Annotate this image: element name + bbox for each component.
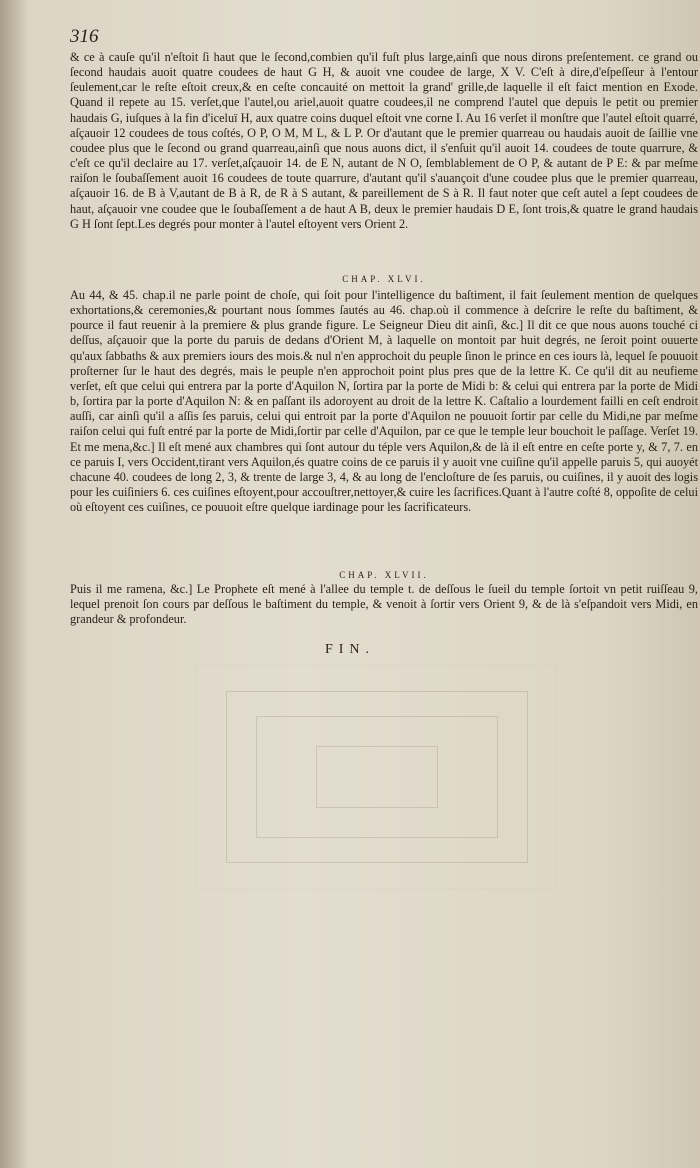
chapter-46-paragraph: Au 44, & 45. chap.il ne parle point de choſe, qui ſoit pour l'intelligence du baſtiment, il fait ſeulement mention de quelques exhortations,& ceremonies,& pourtant nous ſommes ſautés au 46. chap.où il commence à deſcrire le reſte du baſtiment, & pource il faut reuenir à la premiere & plus grande figure. Le Seigneur Dieu dit ainſi, &c.] Il dit ce que nous auons touché ci deſſus, aſçauoir que la porte du paruis de dedans d'Orient M, à laquelle on montoit par huit degrés, ne ſeroit point ouuerte qu'aux ſabbaths & aux premiers iours des mois.& nul n'en approchoit du peuple ſinon le prince en ces iours là, lequel ſe pouuoit proſterner ſur le haut des degrés, mais le peuple n'en approchoit point plus pres que de la lettre K. Ce qu'il dit au neufieme verſet, eſt que celui qui entrera par la porte d'Aquilon N, ſortira par la porte de Midi b: & celui qui entrera par la porte de Midi b, ſortira par la porte d'Aquilon N: & en paſſant ils adoroyent au droit de la lettre K. Caſtalio a lourdement failli en ceſt endroit auſſi, car ainſi qu'il a aſſis ſes paruis, celui qui entroit par la porte d'Aquilon ne pouuoit ſortir par celle du Midi,ne par meſme raiſon celui qui fuſt entré par la porte de Midi,ſortir par celle d'Aquilon, par ce que le temple leur bouchoit le paſſage. Verſet 19. Et me mena,&c.] Il eſt mené aux chambres qui ſont autour du téple vers Aquilon,& de là il eſt entre en ceſte porte y, & 7, 7. en ce paruis I, vers Occident,tirant vers Aquilon,és quatre coins de ce paruis il y auoit vne cuiſine qu'il appelle paruis 5, qui auoyét chacune 40. coudees de long 2, 3, & trente de large 3, 4, & au long de l'encloſture de ſes paruis, ou cuiſines, il y auoit des logis pour les cuiſiniers 6. ces cuiſines eſtoyent,pour accouſtrer,nettoyer,& cuire les ſacrifices.Quant à l'autre coſté 8, oppoſite de celui où eſtoyent ces cuiſines, ce pouuoit eſtre quelque iardinage pour les ſacrificateurs. — [70, 288, 698, 515]
section-one-text — [70, 50, 698, 232]
chapter-47-text — [70, 582, 698, 627]
show-through-figure — [195, 665, 557, 889]
page-number: 316 — [70, 26, 99, 47]
chapter-46-heading: CHAP. XLVI. — [342, 274, 426, 284]
page-gutter-shadow — [0, 0, 28, 1168]
chapter-47-heading: CHAP. XLVII. — [339, 570, 429, 580]
chapter-47-paragraph: Puis il me ramena, &c.] Le Prophete eſt mené à l'allee du temple t. de deſſous le ſueil du temple ſortoit vn petit ruiſſeau 9, lequel prenoit ſon cours par deſſous le baſtiment du temple, & venoit à ſortir vers Orient 9, & de là s'eſpandoit vers Midi, en grandeur & profondeur. — [70, 582, 698, 627]
section-one-paragraph: & ce à cauſe qu'il n'eſtoit ſi haut que le ſecond,combien qu'il fuſt plus large,ainſi que nous dirons preſentement. ce grand ou ſecond haudais auoit quatre coudees de haut G H, & auoit vne coudee de large, X V. C'eſt à dire,d'eſpeſſeur à l'entour ſeulement,car le reſte eſtoit creux,& en ceſte concauité on mettoit la grand' grille,de laquelle il eſt faict mention en Exode. Quand il repete au 15. verſet,que l'autel,ou ariel,auoit quatre coudees,il ne comprend l'autel que depuis le petit ou premier haudais G, iuſques à la fin d'iceluï H, aux quatre coins duquel eſtoit vne corne I. Au 16 verſet il monſtre que l'autel eſtoit quarré, aſçauoir 12 coudees de tous coſtés, O P, O M, M L, & L P. Or d'autant que le premier quarreau ou haudais auoit de ſaillie vne coudee plus que le ſecond ou grand quarreau,ainſi que nous auons dict, il s'enſuit qu'il auoit 14. coudees de toute quarrure, & c'eſt ce qu'il declaire au 17. verſet,aſçauoir 14. de E N, autant de N O, ſemblablement de O P, & autant de P E: & par meſme raiſon le ſoubaſſement auoit 16 coudees de toute quarrure, d'autant qu'il s'auançoit d'une coudee plus que le premier quarreau, aſçauoir 16. de B à V,autant de B à R, de R à S autant, & pareillement de S à R. Il faut noter que ceſt autel a ſept coudees de haut, aſçauoir vne coudee que le ſoubaſſement a de haut A B, deux le premier haudais D E, ſont trois,& quatre le grand haudais G H ſont ſept.Les degrés pour monter à l'autel eſtoyent vers Orient 2. — [70, 50, 698, 231]
chapter-46-text — [70, 288, 698, 515]
end-mark: FIN. — [324, 642, 376, 657]
